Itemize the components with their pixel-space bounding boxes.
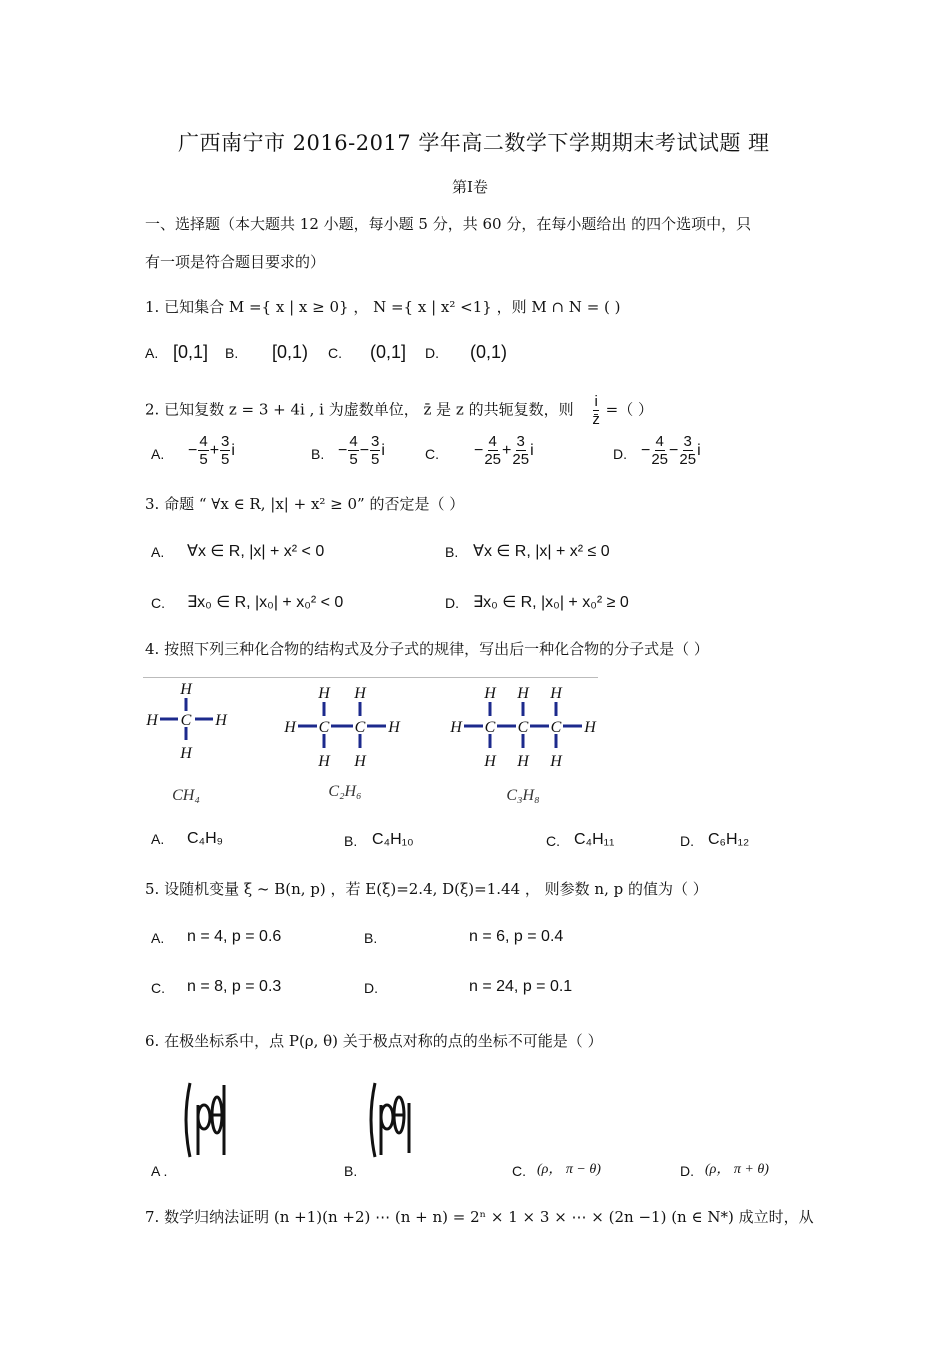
q2-option-c-label: C. xyxy=(425,446,439,462)
atom-h: H xyxy=(550,685,562,702)
q3-option-b-label: B. xyxy=(445,544,459,560)
imag-unit: i xyxy=(697,442,701,459)
atom-h: H xyxy=(584,719,596,736)
num: 4 xyxy=(199,433,208,450)
atom-c: C xyxy=(517,719,529,736)
q3-option-c: ∃x₀ ∈ R, |x₀| + x₀² < 0 xyxy=(187,594,344,611)
q4-option-a-label: A. xyxy=(151,831,165,847)
q4-option-b: C₄H₁₀ xyxy=(372,831,414,848)
glyph xyxy=(371,1083,375,1157)
atom-h: H xyxy=(318,753,330,770)
q6-option-c-label: C. xyxy=(512,1163,526,1179)
q6-option-a-label: A . xyxy=(151,1163,168,1179)
sign: − xyxy=(188,442,198,459)
sign: − xyxy=(474,442,484,459)
atom-c: C xyxy=(550,719,562,736)
num: 4 xyxy=(349,433,358,450)
atom-h: H xyxy=(517,753,529,770)
atom-h: H xyxy=(550,753,562,770)
q4-option-d: C₆H₁₂ xyxy=(708,831,750,848)
den: 25 xyxy=(651,451,669,468)
q4-stem: 4. 按照下列三种化合物的结构式及分子式的规律，写出后一种化合物的分子式是（ ） xyxy=(145,640,709,658)
q5-option-b-label: B. xyxy=(364,930,378,946)
den: 25 xyxy=(484,451,502,468)
q2-stem-fraction xyxy=(592,393,600,428)
q2-option-a xyxy=(188,433,235,468)
atom-c: C xyxy=(354,719,366,736)
q6-option-b-image xyxy=(365,1075,415,1165)
atom-h: H xyxy=(354,753,366,770)
molecule-name-c2h6: C₂H₆ xyxy=(328,783,362,800)
atom-h: H xyxy=(388,719,400,736)
atom-h: H xyxy=(180,681,192,698)
atom-h: H xyxy=(180,745,192,762)
molecule-names xyxy=(172,783,540,804)
blurry-glyphs xyxy=(186,1083,224,1157)
q1-option-b-label: B. xyxy=(225,345,239,361)
atom-h: H xyxy=(450,719,462,736)
sign: − xyxy=(641,442,651,459)
section-line-1: 一、选择题（本大题共 12 小题，每小题 5 分，共 60 分，在每小题给出 的四个选项中，只 xyxy=(145,215,752,233)
q1-stem: 1. 已知集合 M ={ x | x ≥ 0} ， N ={ x | x² <1} ，则 M ∩ N = ( ) xyxy=(145,298,621,316)
atom-h: H xyxy=(318,685,330,702)
blurry-glyphs xyxy=(371,1083,409,1157)
section-line-2: 有一项是符合题目要求的） xyxy=(145,253,326,271)
q2-stem-end: =（ ） xyxy=(605,400,653,419)
atom-c: C xyxy=(484,719,496,736)
q4-option-b-label: B. xyxy=(344,833,358,849)
atom-h: H xyxy=(484,685,496,702)
q3-option-d-label: D. xyxy=(445,595,459,611)
q3-stem: 3. 命题 “ ∀x ∈ R, |x| + x² ≥ 0” 的否定是（ ） xyxy=(145,495,465,513)
den: 5 xyxy=(371,451,380,468)
imag-unit: i xyxy=(381,442,385,459)
q2-option-b-label: B. xyxy=(311,446,325,462)
num: 3 xyxy=(371,433,380,450)
q5-option-a: n = 4, p = 0.6 xyxy=(187,928,282,945)
q5-stem: 5. 设随机变量 ξ ~ B(n, p) ，若 E(ξ)=2.4, D(ξ)=1.44 ， 则参数 n, p 的值为（ ） xyxy=(145,880,708,898)
q3-option-a: ∀x ∈ R, |x| + x² < 0 xyxy=(187,543,325,560)
q5-option-a-label: A. xyxy=(151,930,165,946)
sign: + xyxy=(209,442,220,459)
q1-option-b: [0,1) xyxy=(272,342,309,362)
q1-option-c: (0,1] xyxy=(370,342,407,362)
atom-h: H xyxy=(484,753,496,770)
q6-option-a-image xyxy=(180,1075,230,1165)
q3-option-a-label: A. xyxy=(151,544,165,560)
volume-label: 第Ⅰ卷 xyxy=(452,178,488,196)
num: 4 xyxy=(488,433,497,450)
q1-option-d-label: D. xyxy=(425,345,439,361)
q1-option-a-label: A. xyxy=(145,345,159,361)
molecule-name-ch4: CH₄ xyxy=(172,787,200,804)
imag-unit: i xyxy=(530,442,534,459)
num: 3 xyxy=(683,433,692,450)
num: 4 xyxy=(655,433,664,450)
glyph xyxy=(381,1105,393,1129)
atom-c: C xyxy=(318,719,330,736)
q1-option-a: [0,1] xyxy=(173,342,209,362)
den: 25 xyxy=(679,451,697,468)
molecule-name-c3h8: C₃H₈ xyxy=(506,787,540,804)
q4-option-c: C₄H₁₁ xyxy=(574,831,615,848)
q2-option-d-label: D. xyxy=(613,446,627,462)
q5-option-b: n = 6, p = 0.4 xyxy=(469,928,564,945)
q2-stem-text: 2. 已知复数 z = 3 + 4i , i 为虚数单位， z̄ 是 z 的共轭复数，则 xyxy=(145,400,574,419)
glyph xyxy=(198,1105,210,1129)
atom-c: C xyxy=(180,712,192,729)
atom-h: H xyxy=(215,712,227,729)
num: 3 xyxy=(516,433,525,450)
molecule-figure xyxy=(140,680,610,820)
page-title: 广西南宁市 2016-2017 学年高二数学下学期期末考试试题 理 xyxy=(178,131,770,155)
sign: − xyxy=(338,442,348,459)
q4-option-a: C₄H₉ xyxy=(187,830,223,847)
q6-option-c: (ρ， π − θ) xyxy=(537,1162,601,1177)
q7-stem: 7. 数学归纳法证明 (n +1)(n +2) ⋯ (n + n) = 2ⁿ × 1 × 3 × ⋯ × (2n −1) (n ∈ N*) 成立时，从 xyxy=(145,1208,814,1226)
glyph xyxy=(186,1083,190,1157)
q5-option-d: n = 24, p = 0.1 xyxy=(469,978,573,995)
q3-option-b: ∀x ∈ R, |x| + x² ≤ 0 xyxy=(473,543,610,560)
num: 3 xyxy=(221,433,230,450)
sign: − xyxy=(669,442,679,459)
q5-option-c: n = 8, p = 0.3 xyxy=(187,978,282,995)
atom-h: H xyxy=(146,712,158,729)
den: 25 xyxy=(512,451,530,468)
q2-stem xyxy=(145,393,653,428)
q2-option-d xyxy=(641,433,701,468)
q6-option-b-label: B. xyxy=(344,1163,358,1179)
den: 5 xyxy=(349,451,358,468)
figure-top-rule xyxy=(143,677,598,678)
q2-den: z̄ xyxy=(592,411,600,428)
q3-option-c-label: C. xyxy=(151,595,165,611)
sign: + xyxy=(502,442,512,459)
imag-unit: i xyxy=(231,442,235,459)
atom-h: H xyxy=(517,685,529,702)
q5-option-c-label: C. xyxy=(151,980,165,996)
q6-option-d-label: D. xyxy=(680,1163,694,1179)
q5-option-d-label: D. xyxy=(364,980,378,996)
q2-option-a-label: A. xyxy=(151,446,165,462)
den: 5 xyxy=(221,451,230,468)
q4-option-c-label: C. xyxy=(546,833,560,849)
q1-option-d: (0,1) xyxy=(470,342,508,362)
q1-option-c-label: C. xyxy=(328,345,342,361)
atom-h: H xyxy=(354,685,366,702)
atom-h: H xyxy=(284,719,296,736)
q4-option-d-label: D. xyxy=(680,833,694,849)
q6-option-d: (ρ， π + θ) xyxy=(705,1162,769,1177)
q2-option-b xyxy=(338,433,385,468)
q6-stem: 6. 在极坐标系中，点 P(ρ, θ) 关于极点对称的点的坐标不可能是（ ） xyxy=(145,1032,603,1050)
q2-option-c xyxy=(474,433,534,468)
q2-num: i xyxy=(594,393,598,410)
den: 5 xyxy=(199,451,208,468)
sign: − xyxy=(359,442,370,459)
q3-option-d: ∃x₀ ∈ R, |x₀| + x₀² ≥ 0 xyxy=(473,594,629,611)
